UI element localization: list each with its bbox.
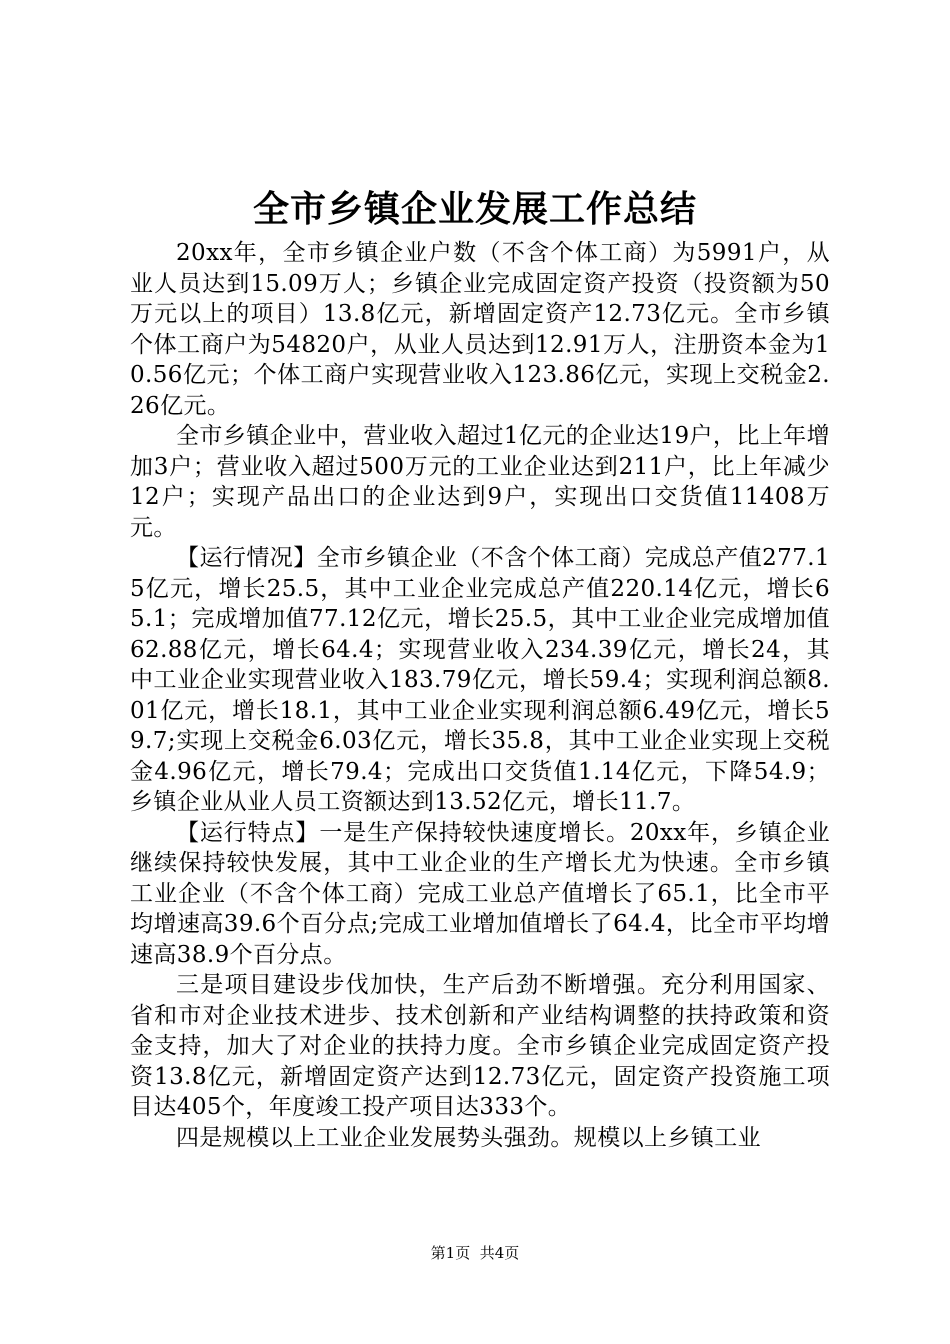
page-number: 第1页: [430, 1244, 471, 1262]
page-footer: [0, 1243, 950, 1263]
page-total: 共4页: [479, 1244, 520, 1262]
document-title: 全市乡镇企业发展工作总结: [252, 189, 697, 230]
paragraph-3: 【运行情况】全市乡镇企业（不含个体工商）完成总产值277.15亿元，增长25.5，其中工业企业完成总产值220.14亿元，增长65.1；完成增加值77.12亿元，增长25.5，其中工业企业完成增加值62.88亿元，增长64.4；实现营业收入234.39亿元，增长24，其中工业企业实现营业收入183.79亿元，增长59.4；实现利润总额8.01亿元，增长18.1，其中工业企业实现利润总额6.49亿元，增长59.7;实现上交税金6.03亿元，增长35.8，其中工业企业实现上交税金4.96亿元，增长79.4；完成出口交货值1.14亿元，下降54.9；乡镇企业从业人员工资额达到13.52亿元，增长11.7。: [130, 545, 830, 815]
paragraph-2: 全市乡镇企业中，营业收入超过1亿元的企业达19户，比上年增加3户；营业收入超过500万元的工业企业达到211户，比上年减少12户；实现产品出口的企业达到9户，实现出口交货值11408万元。: [130, 423, 830, 541]
paragraph-1: 20xx年，全市乡镇企业户数（不含个体工商）为5991户，从业人员达到15.09万人；乡镇企业完成固定资产投资（投资额为50万元以上的项目）13.8亿元，新增固定资产12.73亿元。全市乡镇个体工商户为54820户，从业人员达到12.91万人，注册资本金为10.56亿元；个体工商户实现营业收入123.86亿元，实现上交税金2.26亿元。: [130, 240, 830, 419]
paragraph-6: 四是规模以上工业企业发展势头强劲。规模以上乡镇工业: [176, 1124, 761, 1151]
paragraph-4: 【运行特点】一是生产保持较快速度增长。20xx年，乡镇企业继续保持较快发展，其中工业企业的生产增长尤为快速。全市乡镇工业企业（不含个体工商）完成工业总产值增长了65.1，比全市平均增速高39.6个百分点;完成工业增加值增长了64.4，比全市平均增速高38.9个百分点。: [130, 819, 830, 968]
paragraph-5: 三是项目建设步伐加快，生产后劲不断增强。充分利用国家、省和市对企业技术进步、技术创新和产业结构调整的扶持政策和资金支持，加大了对企业的扶持力度。全市乡镇企业完成固定资产投资13.8亿元，新增固定资产达到12.73亿元，固定资产投资施工项目达405个，年度竣工投产项目达333个。: [130, 972, 830, 1120]
document-body: [130, 238, 830, 1153]
